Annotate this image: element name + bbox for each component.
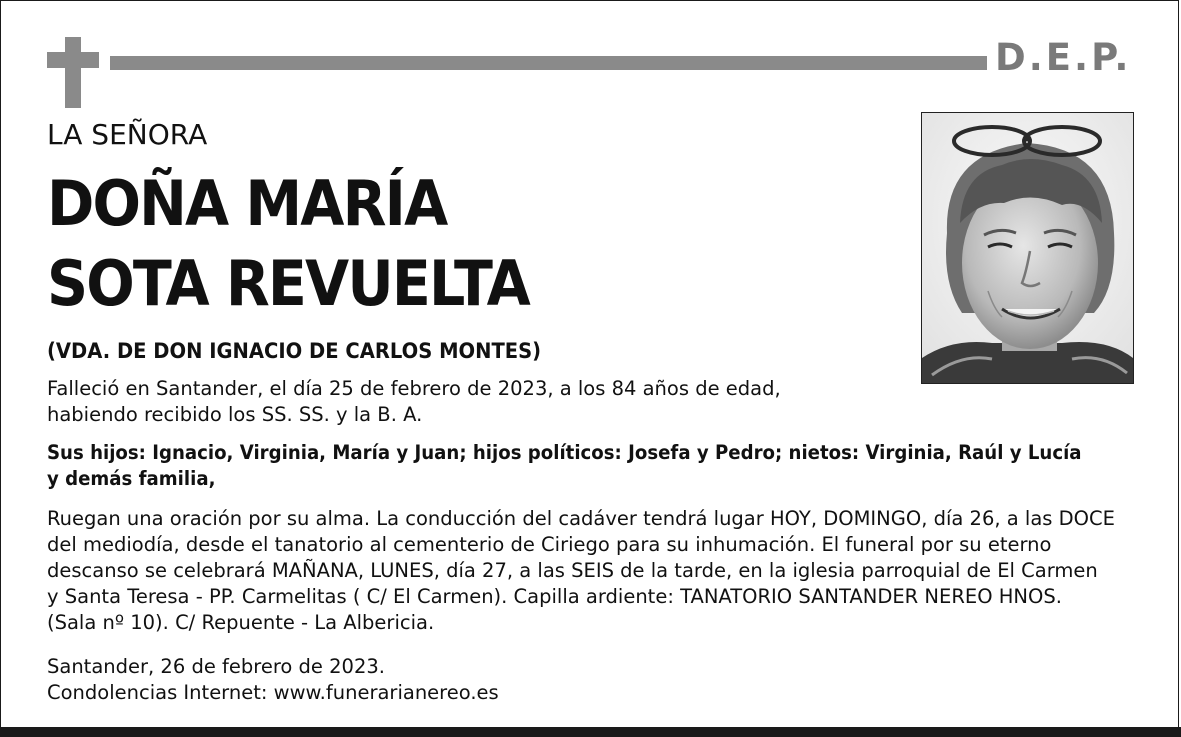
prayer-paragraph (47, 506, 1115, 636)
prayer-line: del mediodía, desde el tanatorio al cementerio de Ciriego para su inhumación. El funeral por su eterno (47, 533, 1052, 556)
family-paragraph (47, 440, 1082, 492)
prayer-line: (Sala nº 10). C/ Repuente - La Albericia. (47, 611, 435, 634)
death-line: habiendo recibido los SS. SS. y la B. A. (47, 403, 423, 426)
family-line: Sus hijos: Ignacio, Virginia, María y Juan; hijos políticos: Josefa y Pedro; nietos: Virginia, Raúl y Lucía (47, 441, 1082, 464)
deceased-name-line2: SOTA REVUELTA (47, 247, 529, 320)
salutation: LA SEÑORA (47, 118, 208, 151)
cross-icon-vertical (65, 37, 81, 108)
closing-date: Santander, 26 de febrero de 2023. (47, 655, 385, 678)
widow-of: (VDA. DE DON IGNACIO DE CARLOS MONTES) (47, 339, 542, 363)
condolences-link[interactable]: Condolencias Internet: www.funerarianereo.es (47, 681, 499, 704)
death-paragraph (47, 376, 781, 428)
dep-label: D.E.P. (995, 36, 1132, 79)
portrait-illustration (922, 113, 1133, 383)
deceased-name-line1: DOÑA MARÍA (47, 167, 447, 240)
closing-paragraph (47, 654, 499, 706)
death-line: Falleció en Santander, el día 25 de febrero de 2023, a los 84 años de edad, (47, 377, 781, 400)
bottom-border (0, 727, 1181, 737)
header-rule (110, 56, 987, 70)
cross-icon-horizontal (47, 52, 99, 68)
portrait-photo (921, 112, 1134, 384)
prayer-line: y Santa Teresa - PP. Carmelitas ( C/ El Carmen). Capilla ardiente: TANATORIO SANTANDER NEREO HNOS. (47, 585, 1062, 608)
family-line: y demás familia, (47, 467, 216, 490)
prayer-line: Ruegan una oración por su alma. La conducción del cadáver tendrá lugar HOY, DOMINGO, día 26, a las DOCE (47, 507, 1115, 530)
prayer-line: descanso se celebrará MAÑANA, LUNES, día 27, a las SEIS de la tarde, en la iglesia parroquial de El Carmen (47, 559, 1098, 582)
